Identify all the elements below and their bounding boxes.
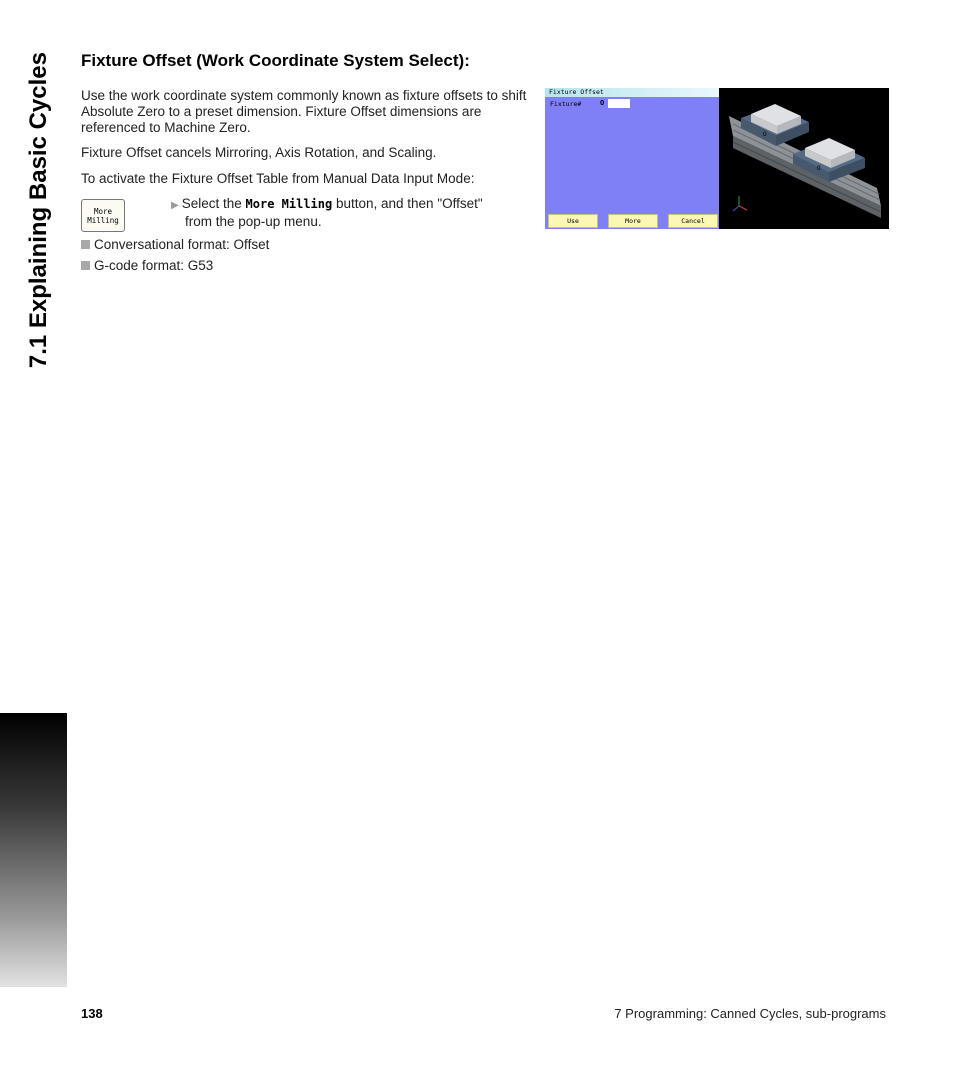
part-1-label: O xyxy=(763,131,767,138)
softkey-line1: More xyxy=(93,206,113,216)
cnc-screen-capture xyxy=(545,88,889,229)
use-button[interactable]: Use xyxy=(548,214,598,228)
3d-machine-viewport xyxy=(719,88,889,229)
footer-chapter: 7 Programming: Canned Cycles, sub-programs xyxy=(614,1006,886,1021)
bullet-square-icon xyxy=(81,261,90,270)
more-button[interactable]: More xyxy=(608,214,658,228)
bullet-gcode-text: G-code format: G53 xyxy=(94,258,214,273)
side-chapter-title xyxy=(22,52,56,382)
step-code: More Milling xyxy=(245,197,333,211)
side-gradient-bar xyxy=(0,713,67,987)
dialog-button-bar xyxy=(545,213,719,229)
bullet-gcode xyxy=(81,258,213,274)
step-suffix: button, and then "Offset" xyxy=(335,196,483,211)
paragraph-activate: To activate the Fixture Offset Table from Manual Data Input Mode: xyxy=(81,171,475,186)
softkey-line2: Milling xyxy=(87,215,119,225)
step-arrow-icon: ▶ xyxy=(171,200,179,211)
machine-table-render xyxy=(719,88,889,229)
fixture-offset-dialog xyxy=(545,88,719,229)
page-number: 138 xyxy=(81,1006,103,1021)
part-2-label: O xyxy=(817,165,821,172)
instruction-step xyxy=(171,196,511,230)
bullet-square-icon xyxy=(81,240,90,249)
step-line2: from the pop-up menu. xyxy=(185,214,322,229)
paragraph-cancels: Fixture Offset cancels Mirroring, Axis Rotation, and Scaling. xyxy=(81,145,437,160)
bullet-conversational-text: Conversational format: Offset xyxy=(94,237,270,252)
side-chapter-title-text: 7.1 Explaining Basic Cycles xyxy=(25,52,52,369)
bullet-conversational xyxy=(81,237,269,253)
paragraph-intro: Use the work coordinate system commonly known as fixture offsets to shift Absolute Zero to a preset dimension. Fixture Offset dimensions are referenced to Machine Zero. xyxy=(81,88,527,135)
step-prefix: Select the xyxy=(181,196,242,211)
fixture-field-label: Fixture# xyxy=(550,100,582,108)
cancel-button[interactable]: Cancel xyxy=(668,214,718,228)
dialog-title: Fixture Offset xyxy=(545,88,719,97)
axis-triad-icon xyxy=(733,196,747,211)
fixture-number-input[interactable] xyxy=(608,99,630,108)
more-milling-softkey xyxy=(81,199,125,232)
fixture-field-prefix: O xyxy=(600,99,605,107)
section-heading: Fixture Offset (Work Coordinate System Select): xyxy=(81,51,470,70)
